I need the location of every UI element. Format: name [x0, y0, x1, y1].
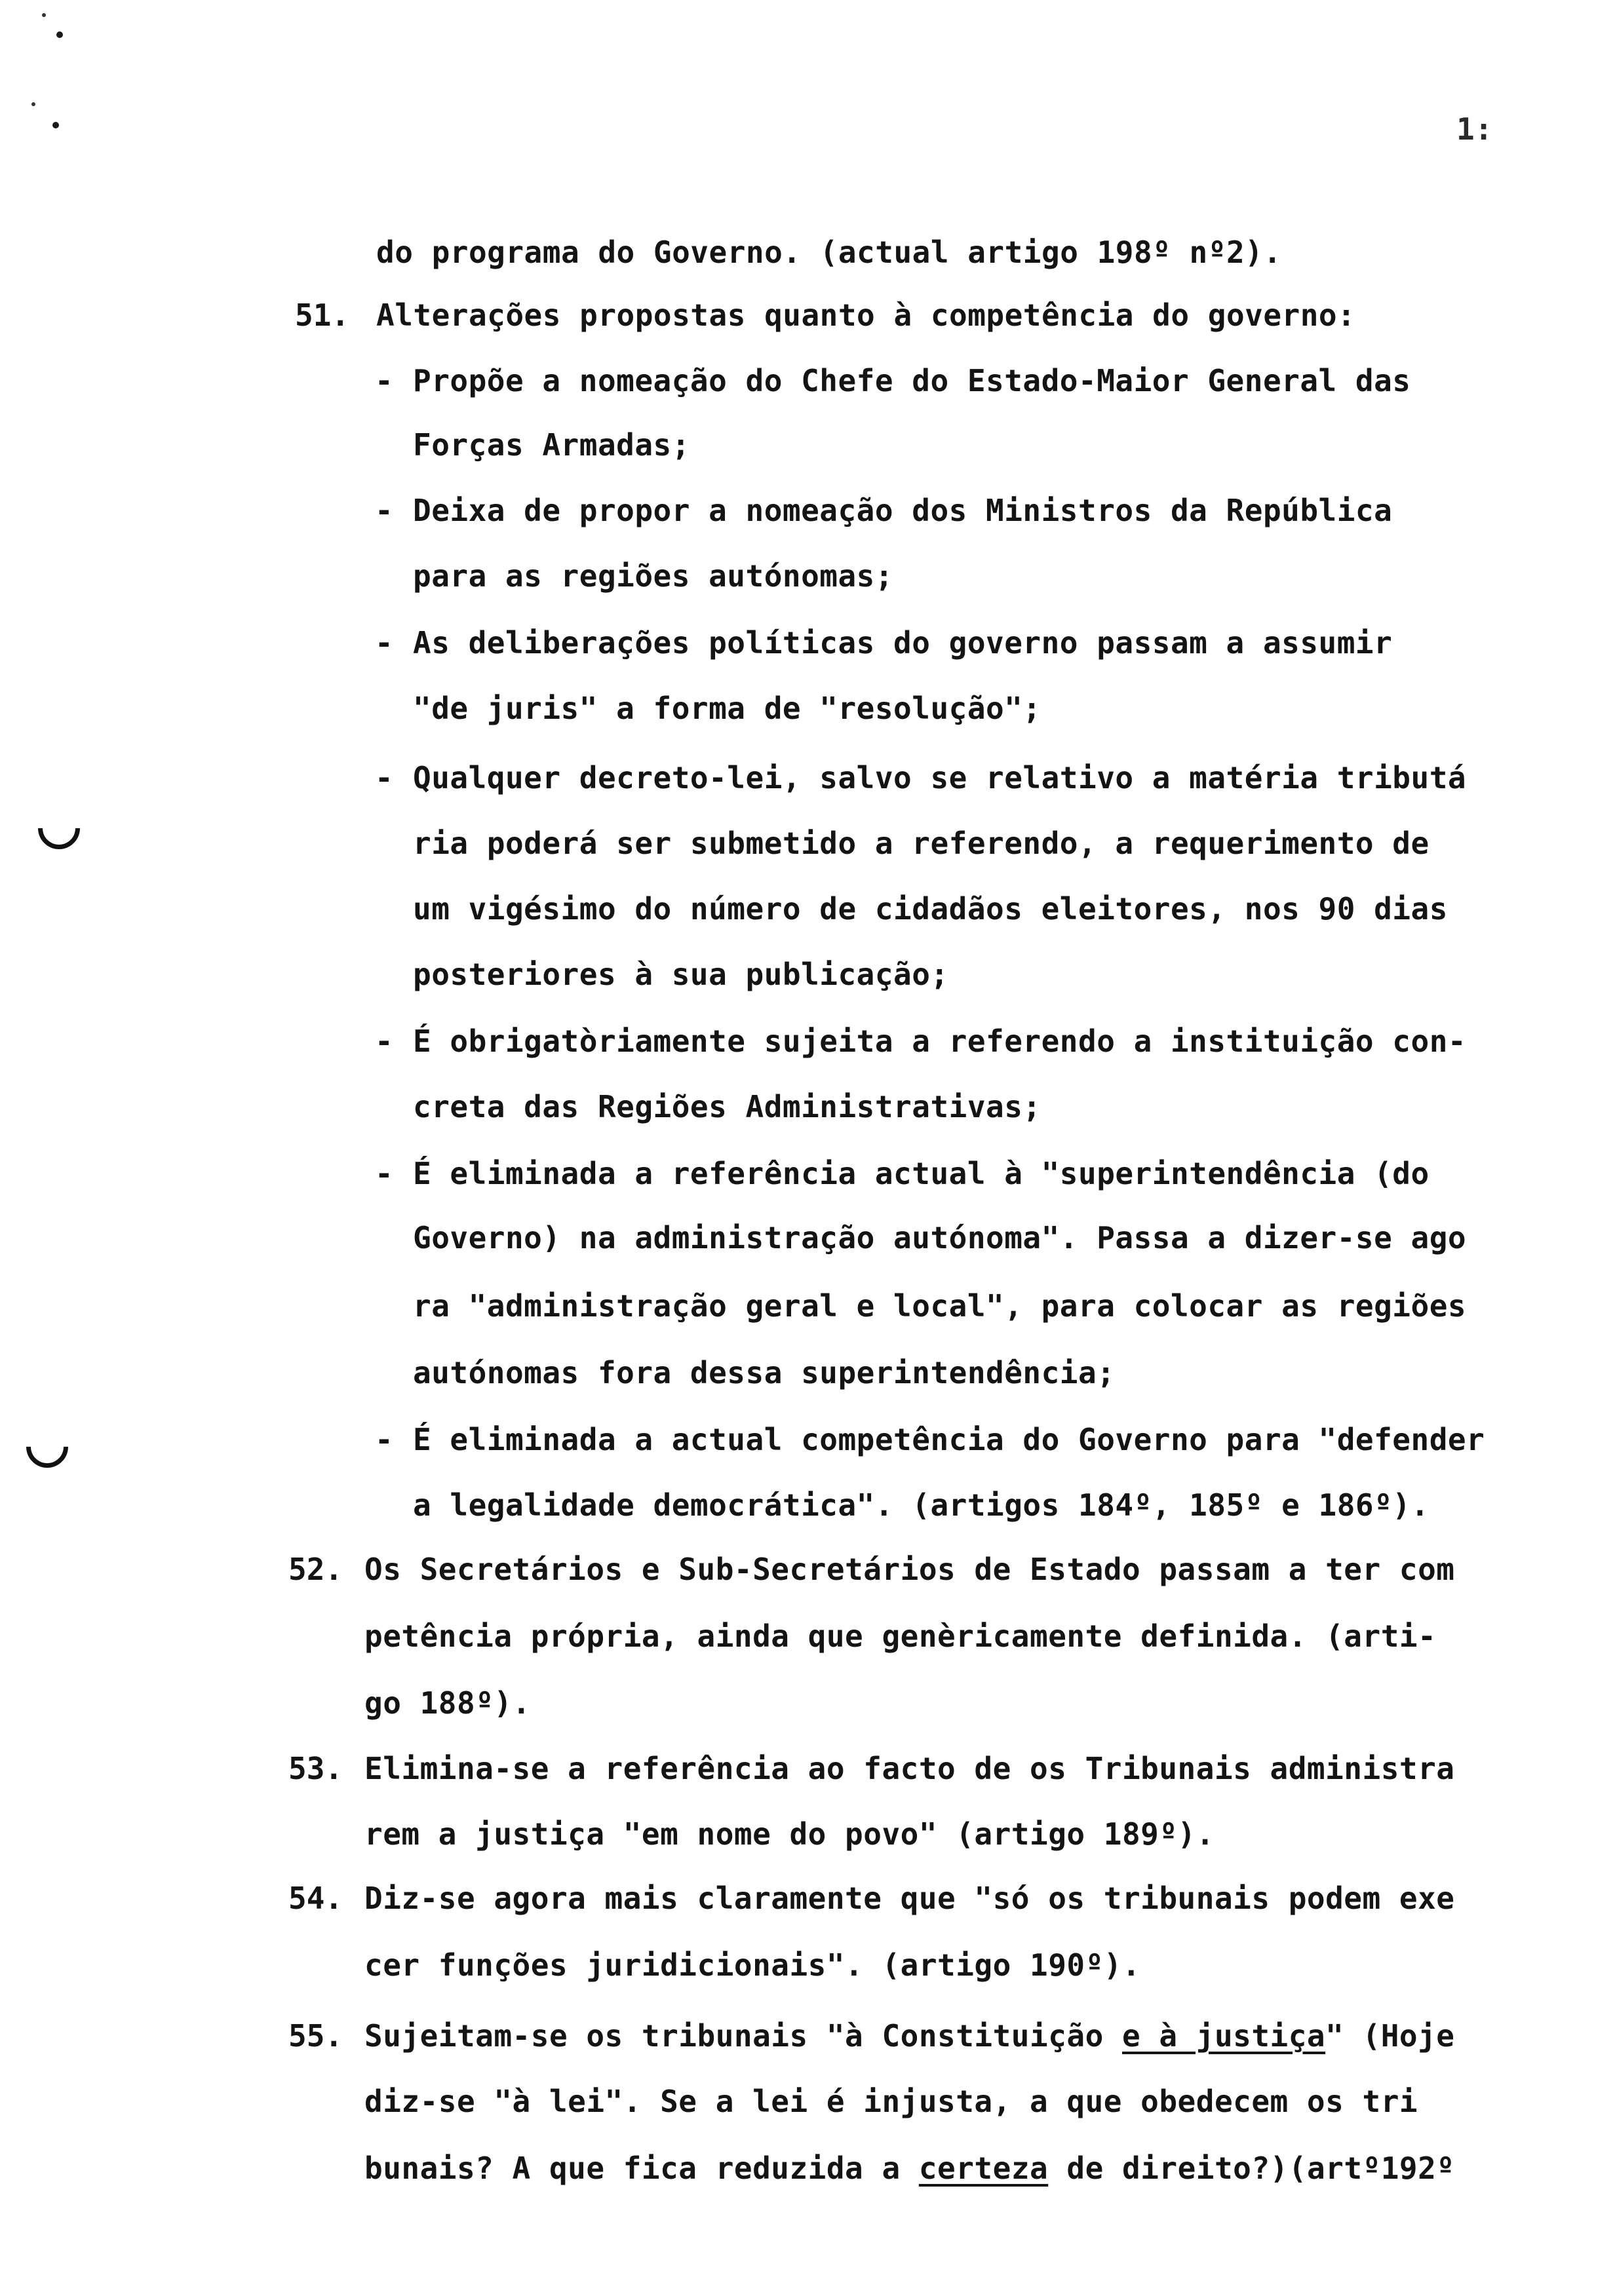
text-line: do programa do Governo. (actual artigo 198º nº2). — [376, 235, 1282, 270]
text-line: diz-se "à lei". Se a lei é injusta, a que obedecem os tri — [364, 2084, 1418, 2119]
bullet-dash: - — [375, 1024, 393, 1059]
margin-speck — [42, 13, 46, 17]
text-line: para as regiões autónomas; — [413, 558, 894, 594]
text-line: Os Secretários e Sub-Secretários de Estado passam a ter com — [364, 1552, 1455, 1587]
text-line: um vigésimo do número de cidadãos eleitores, nos 90 dias — [413, 891, 1448, 927]
text-line: rem a justiça "em nome do povo" (artigo 189º). — [364, 1816, 1215, 1852]
item-number-54: 54. — [288, 1881, 343, 1916]
item-number-52: 52. — [288, 1552, 343, 1587]
bullet-dash: - — [375, 1422, 393, 1457]
text-line: É obrigatòriamente sujeita a referendo a instituição con- — [413, 1024, 1467, 1059]
item-number-55: 55. — [288, 2018, 343, 2054]
bullet-dash: - — [375, 1156, 393, 1191]
text-line: cer funções juridicionais". (artigo 190º). — [364, 1947, 1141, 1983]
text-line: Forças Armadas; — [413, 427, 690, 463]
text-line — [364, 2151, 1455, 2186]
item-number-51: 51. — [295, 297, 350, 333]
text-segment: " (Hoje — [1325, 2018, 1455, 2054]
punch-hole-icon — [18, 1417, 77, 1477]
text-line: Diz-se agora mais claramente que "só os tribunais podem exe — [364, 1881, 1455, 1916]
text-segment: Sujeitam-se os tribunais "à Constituição — [364, 2018, 1122, 2054]
text-line: Qualquer decreto-lei, salvo se relativo a matéria tributá — [413, 760, 1467, 795]
text-line: Deixa de propor a nomeação dos Ministros da República — [413, 493, 1393, 528]
text-line: ra "administração geral e local", para colocar as regiões — [413, 1288, 1467, 1324]
text-line: Governo) na administração autónoma". Passa a dizer-se ago — [413, 1220, 1467, 1255]
page-number: 1: — [1456, 111, 1493, 147]
text-line: a legalidade democrática". (artigos 184º, 185º e 186º). — [413, 1487, 1430, 1523]
text-line: go 188º). — [364, 1685, 531, 1721]
underlined-text: e à justiça — [1121, 2018, 1326, 2054]
text-line: Propõe a nomeação do Chefe do Estado-Maior General das — [413, 363, 1411, 398]
bullet-dash: - — [375, 493, 393, 528]
bullet-dash: - — [375, 760, 393, 795]
text-segment: de direito?)(artº192º — [1048, 2151, 1455, 2186]
text-line: "de juris" a forma de "resolução"; — [413, 691, 1041, 726]
text-line: posteriores à sua publicação; — [413, 957, 949, 992]
item-number-53: 53. — [288, 1751, 343, 1786]
margin-dot-2 — [52, 122, 59, 128]
underlined-text: certeza — [918, 2151, 1049, 2186]
text-line: petência própria, ainda que genèricamente definida. (arti- — [364, 1618, 1437, 1654]
text-line: É eliminada a referência actual à "superintendência (do — [413, 1156, 1430, 1191]
text-line: ria poderá ser submetido a referendo, a requerimento de — [413, 826, 1430, 861]
text-line: É eliminada a actual competência do Governo para "defender — [413, 1422, 1485, 1457]
text-line: autónomas fora dessa superintendência; — [413, 1355, 1116, 1390]
margin-dot-1 — [56, 31, 63, 38]
bullet-dash: - — [375, 363, 393, 398]
text-line: creta das Regiões Administrativas; — [413, 1089, 1041, 1124]
bullet-dash: - — [375, 625, 393, 660]
text-line: Alterações propostas quanto à competência do governo: — [376, 297, 1356, 333]
text-line: Elimina-se a referência ao facto de os Tribunais administra — [364, 1751, 1455, 1786]
text-segment: bunais? A que fica reduzida a — [364, 2151, 919, 2186]
text-line: As deliberações políticas do governo passam a assumir — [413, 625, 1393, 660]
margin-speck — [31, 102, 35, 106]
text-line — [364, 2018, 1455, 2054]
punch-hole-icon — [29, 799, 89, 858]
